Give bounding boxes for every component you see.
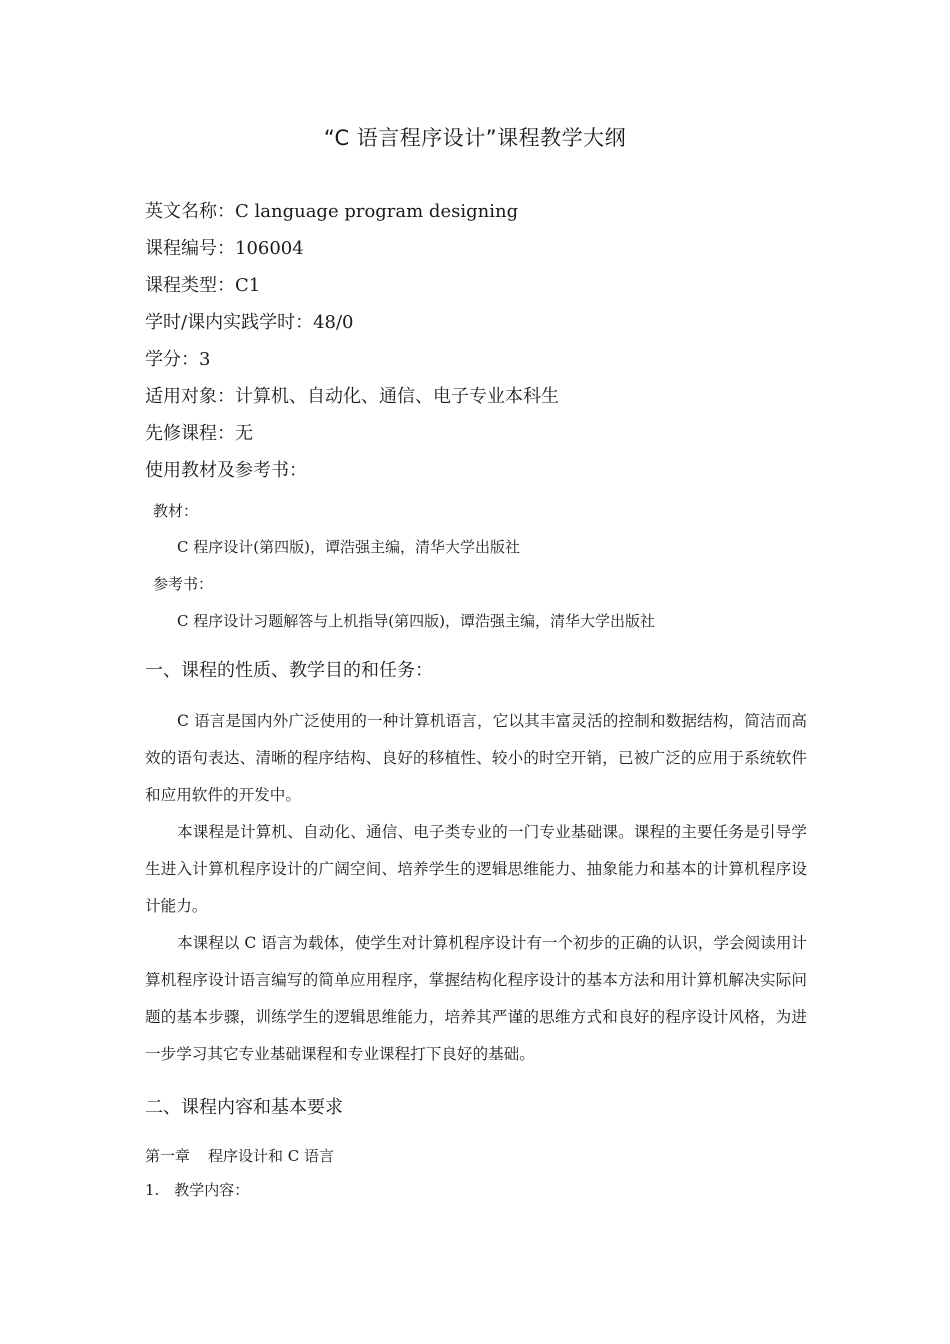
chapter-number: 第一章 bbox=[145, 1147, 191, 1165]
document-title: “C 语言程序设计”课程教学大纲 bbox=[323, 126, 627, 150]
chapter-title: 程序设计和 C 语言 bbox=[208, 1147, 335, 1165]
section2-heading: 二、课程内容和基本要求 bbox=[145, 1097, 343, 1118]
section1-paragraph-2: 本课程是计算机、自动化、通信、电子类专业的一门专业基础课。课程的主要任务是引导学生进入计算机程序设计的广阔空间、培养学生的逻辑思维能力、抽象能力和基本的计算机程序设计能力。 bbox=[145, 823, 807, 915]
meta-label: 课程类型： bbox=[145, 275, 235, 296]
section1-paragraph-1: C 语言是国内外广泛使用的一种计算机语言，它以其丰富灵活的控制和数据结构，简洁而高效的语句表达、清晰的程序结构、良好的移植性、较小的时空开销，已被广泛的应用于系统软件和应用软件的开发中。 bbox=[145, 712, 807, 804]
meta-label: 学分： bbox=[145, 349, 199, 370]
meta-prerequisites bbox=[145, 419, 253, 445]
meta-label: 学时/课内实践学时： bbox=[145, 312, 314, 333]
meta-label: 课程编号： bbox=[145, 238, 235, 259]
meta-hours bbox=[145, 308, 354, 334]
meta-credits bbox=[145, 345, 210, 371]
meta-value: 48/0 bbox=[313, 312, 354, 333]
meta-textbooks bbox=[145, 456, 307, 482]
meta-course-code bbox=[145, 234, 304, 260]
textbook-entry: C 程序设计(第四版)，谭浩强主编，清华大学出版社 bbox=[177, 538, 520, 556]
meta-value: C1 bbox=[235, 275, 261, 296]
meta-label: 先修课程： bbox=[145, 423, 235, 444]
reference-label: 参考书： bbox=[153, 575, 214, 593]
meta-value: C language program designing bbox=[235, 201, 519, 222]
textbook-label: 教材： bbox=[153, 502, 199, 520]
meta-value: 3 bbox=[199, 349, 211, 370]
chapter1-heading bbox=[145, 1145, 334, 1166]
meta-course-type bbox=[145, 271, 260, 297]
meta-label: 英文名称： bbox=[145, 201, 235, 222]
meta-label: 适用对象： bbox=[145, 386, 235, 407]
reference-entry: C 程序设计习题解答与上机指导(第四版)，谭浩强主编，清华大学出版社 bbox=[177, 612, 655, 630]
section1-heading: 一、课程的性质、教学目的和任务： bbox=[145, 660, 433, 681]
list-item: 1. 教学内容： bbox=[145, 1181, 250, 1199]
meta-value: 106004 bbox=[235, 238, 304, 259]
meta-value: 无 bbox=[235, 423, 253, 444]
meta-value: 计算机、自动化、通信、电子专业本科生 bbox=[235, 386, 559, 407]
section1-paragraph-3: 本课程以 C 语言为载体，使学生对计算机程序设计有一个初步的正确的认识，学会阅读用计算机程序设计语言编写的简单应用程序，掌握结构化程序设计的基本方法和用计算机解决实际问题的基本步骤，训练学生的逻辑思维能力，培养其严谨的思维方式和良好的程序设计风格，为进一步学习其它专业基础课程和专业课程打下良好的基础。 bbox=[145, 934, 808, 1063]
meta-audience bbox=[145, 382, 559, 408]
meta-label: 使用教材及参考书： bbox=[145, 460, 307, 481]
meta-english-name bbox=[145, 197, 518, 223]
